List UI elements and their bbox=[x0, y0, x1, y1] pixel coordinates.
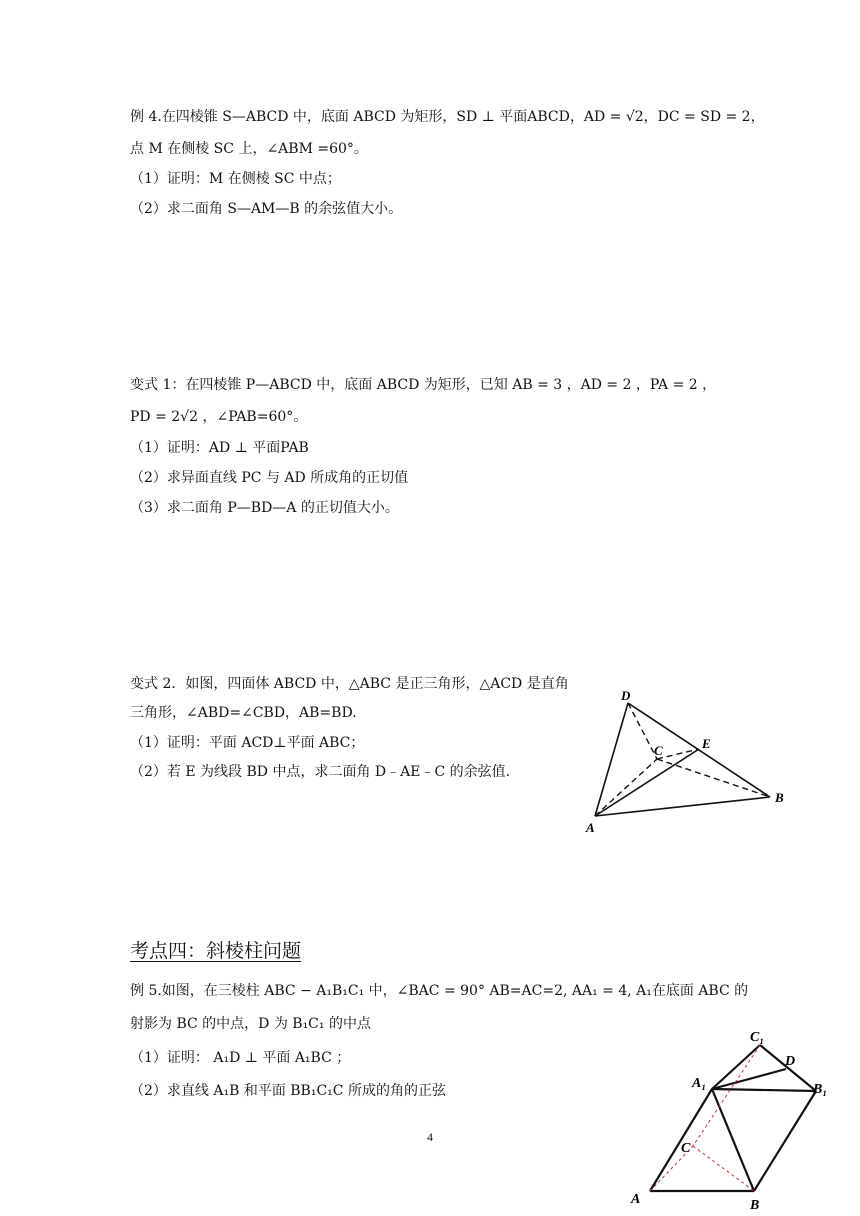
ex5-question-1: （1）证明： A₁D ⊥ 平面 A₁BC ； bbox=[130, 1050, 351, 1066]
var2-question-2: （2）若 E 为线段 BD 中点，求二面角 D﹣AE﹣C 的余弦值. bbox=[130, 764, 511, 780]
prism-figure bbox=[620, 1025, 835, 1216]
label-b: B bbox=[775, 790, 784, 805]
edge-dc bbox=[628, 703, 657, 759]
ex4-question-1: （1）证明：M 在侧棱 SC 中点； bbox=[130, 171, 341, 187]
ex4-question-2: （2）求二面角 S—AM—B 的余弦值大小。 bbox=[130, 201, 403, 217]
edge-ac bbox=[595, 759, 657, 816]
var1-line-2: PD = 2√2 ，∠PAB=60°。 bbox=[130, 409, 308, 425]
label-c1: C₁ bbox=[750, 1030, 765, 1045]
label-a: A bbox=[586, 820, 595, 835]
label-d: D bbox=[621, 688, 631, 703]
ex4-line-1: 例 4.在四棱锥 S—ABCD 中，底面 ABCD 为矩形，SD ⊥ 平面ABCD，AD = √2，DC = SD = 2， bbox=[130, 109, 765, 125]
ex5-question-2: （2）求直线 A₁B 和平面 BB₁C₁C 所成的角的正弦 bbox=[130, 1083, 446, 1099]
edge-db bbox=[628, 703, 770, 797]
var1-line-1: 变式 1：在四棱锥 P—ABCD 中，底面 ABCD 为矩形，已知 AB = 3 ，AD = 2 ，PA = 2 ， bbox=[130, 377, 717, 393]
var2-question-1: （1）证明：平面 ACD⊥平面 ABC； bbox=[130, 735, 365, 751]
page-number: 4 bbox=[427, 1130, 433, 1144]
label-b: B bbox=[750, 1198, 760, 1213]
label-e: E bbox=[702, 736, 711, 751]
var1-question-2: （2）求异面直线 PC 与 AD 所成角的正切值 bbox=[130, 470, 409, 486]
tetrahedron-figure bbox=[575, 680, 800, 840]
section-title: 考点四：斜棱柱问题 bbox=[130, 940, 302, 962]
ex4-line-2: 点 M 在侧棱 SC 上，∠ABM =60°。 bbox=[130, 141, 368, 157]
var2-line-2: 三角形，∠ABD=∠CBD，AB=BD. bbox=[130, 705, 357, 721]
edge-a1b1 bbox=[712, 1089, 816, 1091]
var1-question-1: （1）证明：AD ⊥ 平面PAB bbox=[130, 440, 309, 456]
var1-question-3: （3）求二面角 P—BD—A 的正切值大小。 bbox=[130, 500, 399, 516]
ex5-line-1: 例 5.如图，在三棱柱 ABC − A₁B₁C₁ 中，∠BAC = 90° AB=AC=2, AA₁ = 4, A₁在底面 ABC 的 bbox=[130, 983, 749, 999]
label-c: C bbox=[654, 743, 663, 758]
label-a1: A₁ bbox=[692, 1076, 707, 1091]
label-b1: B₁ bbox=[813, 1082, 828, 1097]
edge-da bbox=[595, 703, 628, 816]
label-a: A bbox=[631, 1192, 641, 1207]
label-c: C bbox=[681, 1141, 691, 1156]
ex5-line-2: 射影为 BC 的中点，D 为 B₁C₁ 的中点 bbox=[130, 1016, 371, 1032]
var2-line-1: 变式 2．如图，四面体 ABCD 中，△ABC 是正三角形，△ACD 是直角 bbox=[130, 676, 569, 692]
label-d: D bbox=[785, 1054, 796, 1069]
